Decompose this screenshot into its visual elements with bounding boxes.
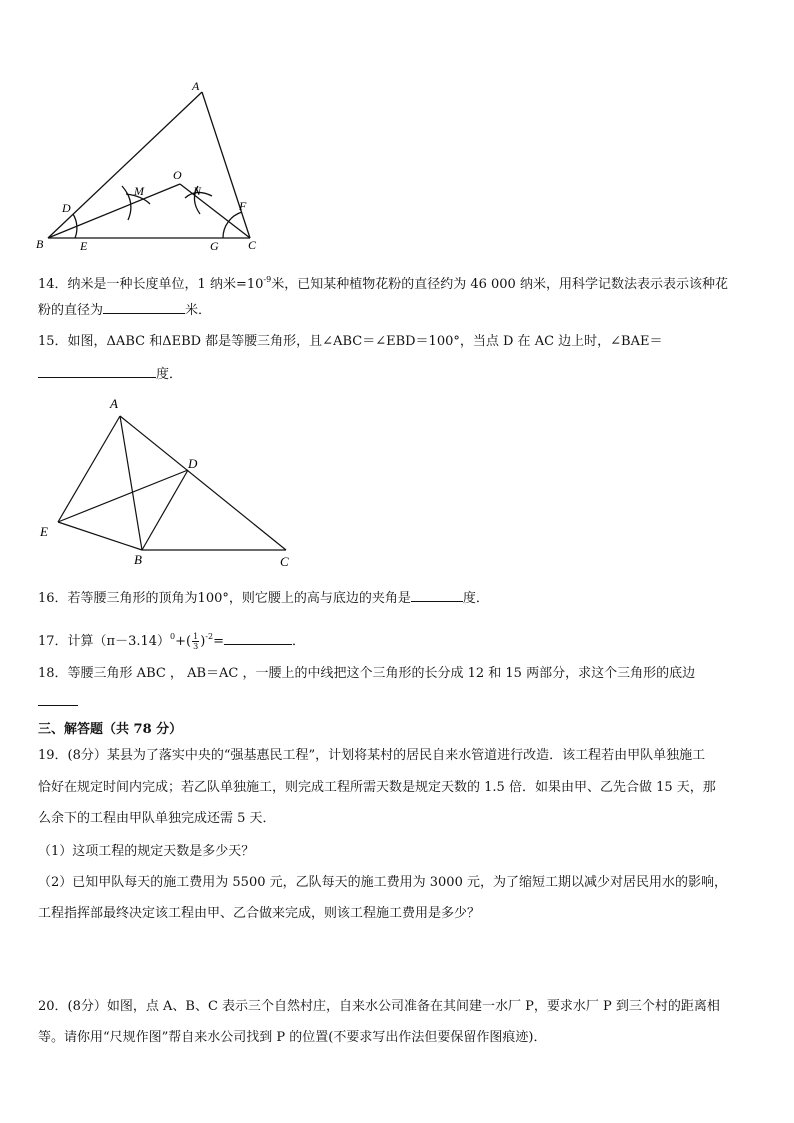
q16-line: 16．若等腰三角形的顶角为100°，则它腰上的高与底边的夹角是 度． bbox=[38, 588, 754, 609]
label-n: N bbox=[193, 184, 202, 198]
q18-answer-line bbox=[38, 692, 754, 713]
label-b: B bbox=[36, 237, 44, 251]
label-o: O bbox=[173, 168, 182, 182]
q17-line: 17．计算$(\pi-3.14)^0+$( $\frac{1}{3}$ )$^{-2}$= ． bbox=[38, 632, 305, 651]
figure-2-triangles bbox=[36, 392, 296, 572]
segment-ab bbox=[48, 92, 202, 238]
q19-line-1: 19．(8分）某县为了落实中央的“强基惠民工程”，计划将某村的居民自来水管道进行改造．该工程若由甲队单独施工 bbox=[38, 748, 706, 763]
label-b: B bbox=[134, 552, 142, 567]
label-f: F bbox=[239, 199, 247, 213]
q19-sub-2-line-2: 工程指挥部最终决定该工程由甲、乙合做来完成，则该工程施工费用是多少？ bbox=[38, 906, 481, 921]
label-d: D bbox=[62, 201, 71, 215]
label-e: E bbox=[80, 239, 88, 253]
figure-2-svg bbox=[36, 392, 296, 572]
label-c: C bbox=[280, 554, 289, 569]
segment-bd bbox=[142, 470, 188, 550]
q14-line-1: 14．纳米是一种长度单位，1 纳米$=10^{-9}$米，已知某种植物花粉的直径约为 46 000 纳米，用科学记数法表示表示该种花 bbox=[38, 275, 728, 292]
label-g: G bbox=[210, 239, 219, 253]
q19-sub-2-line-1: （2）已知甲队每天的施工费用为 5500 元，乙队每天的施工费用为 3000 元，为了缩短工期以减少对居民用水的影响， bbox=[38, 875, 727, 890]
label-e: E bbox=[40, 524, 48, 539]
q17-fraction: $\frac{1}{3}$ bbox=[193, 632, 199, 651]
label-a: A bbox=[192, 79, 200, 93]
q14-answer-blank[interactable] bbox=[103, 300, 185, 314]
label-a: A bbox=[110, 396, 118, 411]
segment-ed bbox=[58, 470, 188, 522]
label-m: M bbox=[134, 184, 144, 198]
q18-line: 18．等腰三角形 ABC ， AB＝AC ，一腰上的中线把这个三角形的长分成 12 和 15 两部分，求这个三角形的底边 bbox=[38, 666, 696, 681]
segment-ab bbox=[120, 416, 142, 550]
q15-line-1: 15．如图，ΔABC 和ΔEBD 都是等腰三角形，且∠ABC＝∠EBD＝100°，当点 D 在 AC 边上时，∠BAE＝ bbox=[38, 334, 663, 349]
label-d: D bbox=[188, 456, 198, 471]
q15-answer-blank[interactable] bbox=[38, 364, 156, 378]
section-3-title: 三、解答题（共 78 分） bbox=[38, 722, 183, 737]
q18-answer-blank[interactable] bbox=[38, 692, 78, 706]
q14-exponent: -9 bbox=[263, 275, 272, 284]
figure-1-triangle-construction bbox=[30, 78, 270, 258]
q20-line-1: 20．(8分）如图，点 A、B、C 表示三个自然村庄，自来水公司准备在其间建一水厂 P，要求水厂 P 到三个村的距离相 bbox=[38, 999, 720, 1014]
q19-sub-1: （1）这项工程的规定天数是多少天？ bbox=[38, 844, 255, 859]
q17-answer-blank[interactable] bbox=[224, 631, 292, 645]
q16-answer-blank[interactable] bbox=[411, 588, 463, 602]
q14-line-2: 粉的直径为 米． bbox=[38, 300, 754, 321]
q15-line-2: 度． bbox=[38, 364, 754, 385]
q19-line-3: 么余下的工程由甲队单独完成还需 5 天． bbox=[38, 811, 276, 826]
segment-ac bbox=[120, 416, 286, 550]
q19-line-2: 恰好在规定时间内完成；若乙队单独施工，则完成工程所需天数是规定天数的 1.5 倍．如果由甲、乙先合做 15 天，那 bbox=[38, 780, 716, 795]
segment-ae bbox=[58, 416, 120, 522]
segment-eb bbox=[58, 522, 142, 550]
arc-m bbox=[122, 186, 131, 220]
figure-1-svg bbox=[30, 78, 270, 258]
label-c: C bbox=[248, 238, 257, 252]
q20-line-2: 等。请你用“尺规作图”帮自来水公司找到 P 的位置(不要求写出作法但要保留作图痕迹)． bbox=[38, 1030, 547, 1045]
segment-ac bbox=[202, 92, 250, 238]
